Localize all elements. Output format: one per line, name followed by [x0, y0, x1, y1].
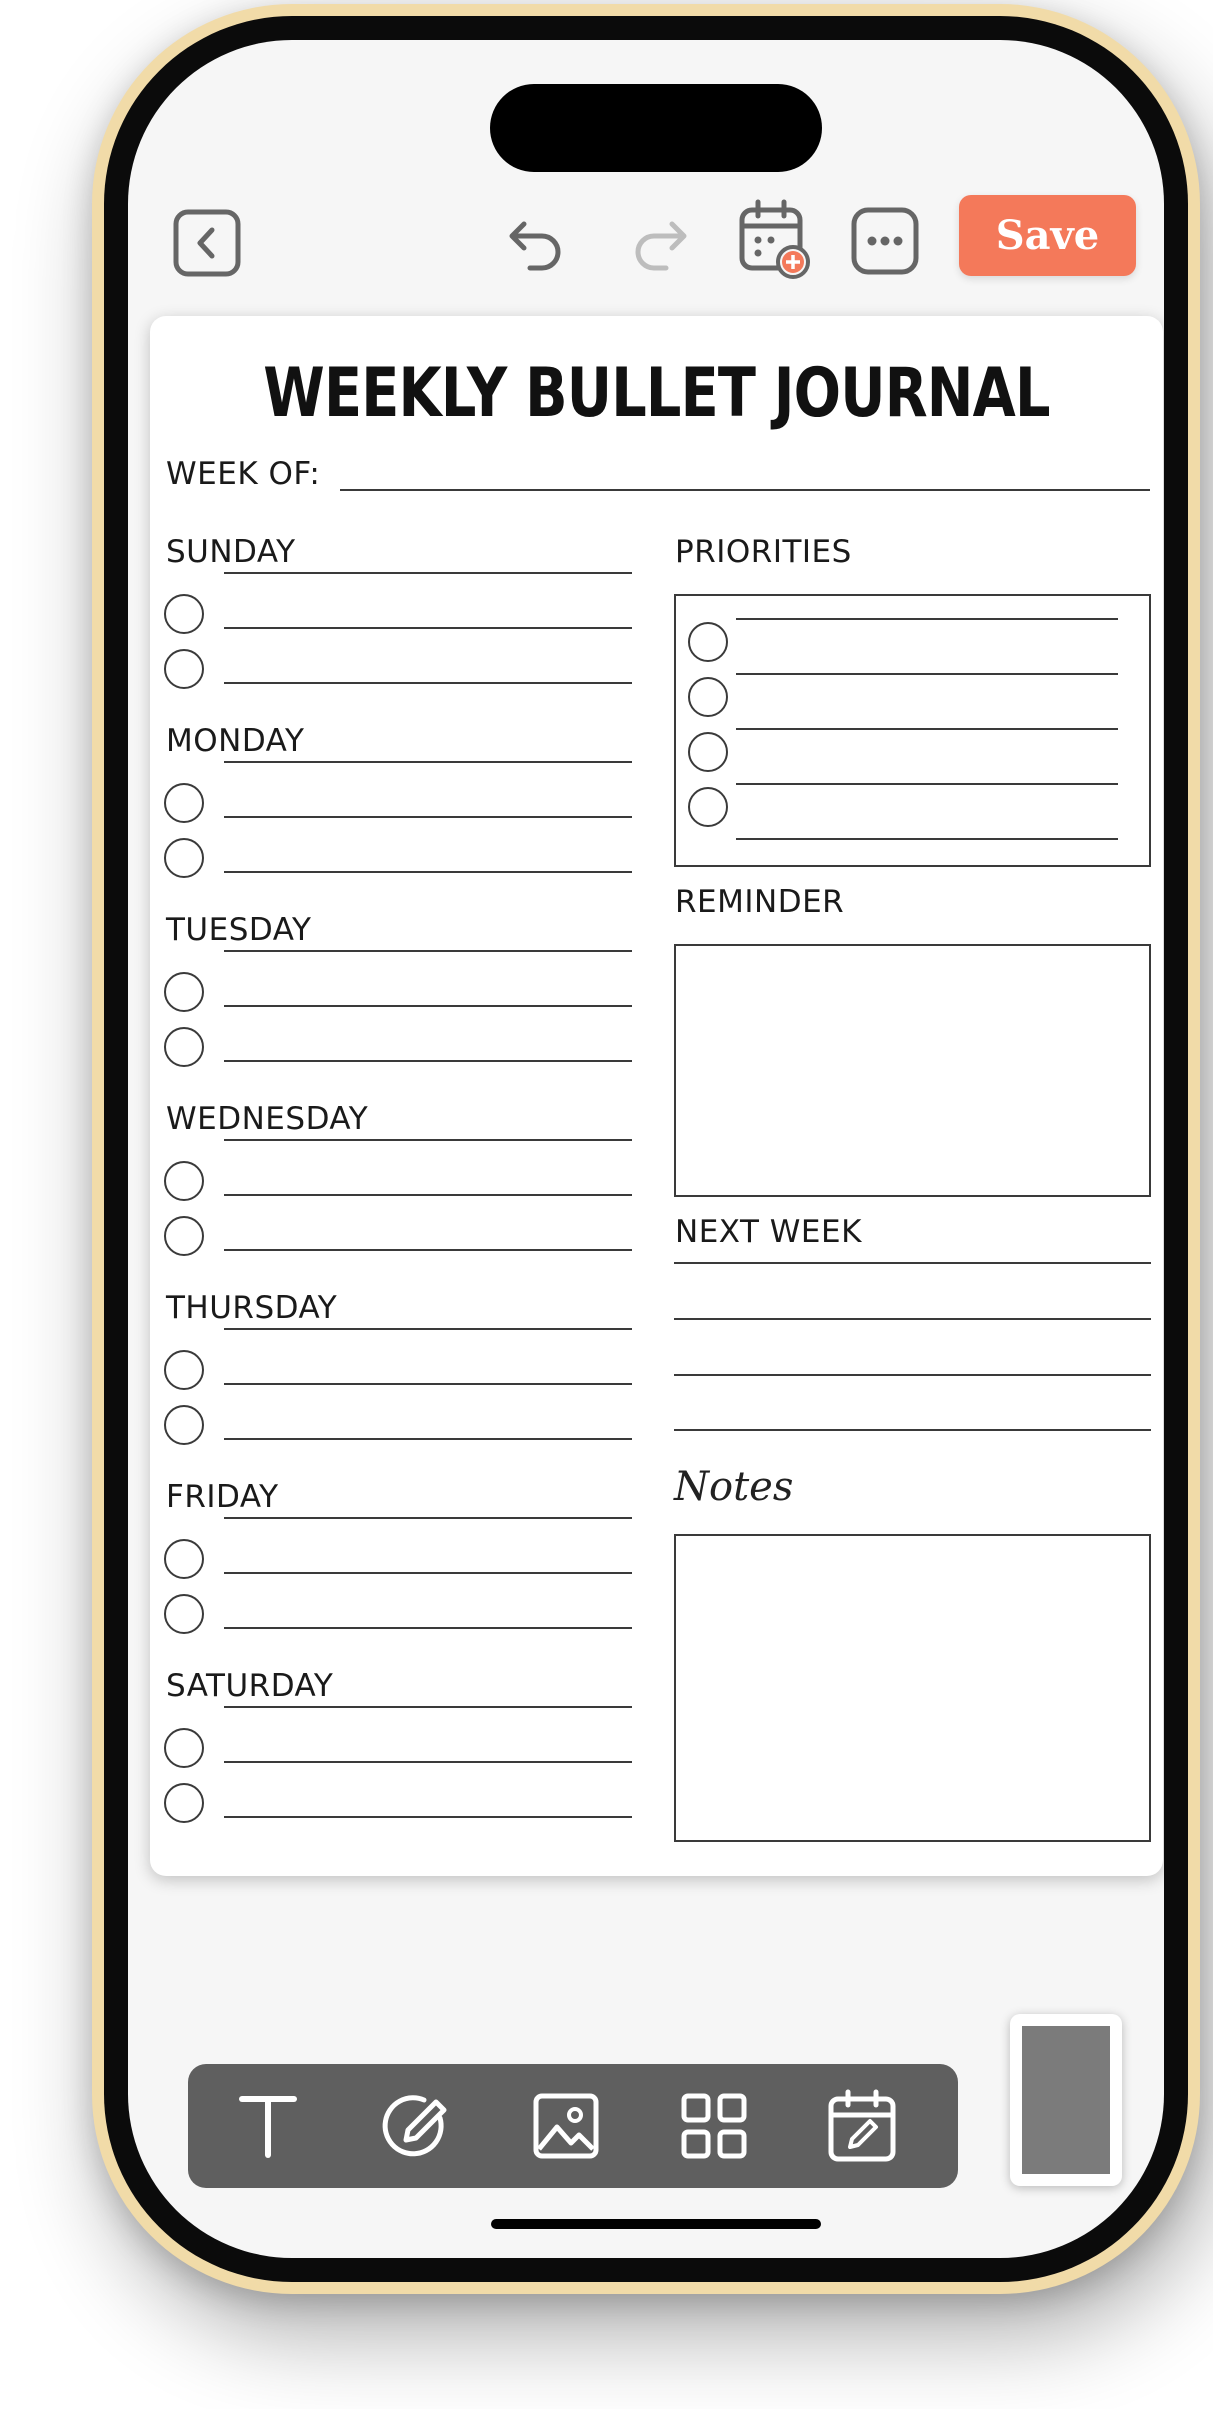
redo-button[interactable] — [624, 210, 694, 280]
notes-label: Notes — [674, 1464, 794, 1510]
layout-grid-icon — [679, 2091, 749, 2161]
reminder-label: REMINDER — [675, 884, 845, 920]
priority-checkbox[interactable] — [688, 787, 728, 827]
day-label-monday: MONDAY — [166, 723, 305, 759]
day-label-sunday: SUNDAY — [166, 534, 296, 570]
more-icon — [850, 206, 920, 276]
layout-grid-button[interactable] — [674, 2086, 754, 2166]
add-calendar-button[interactable] — [736, 198, 816, 282]
day-label-wednesday: WEDNESDAY — [166, 1101, 369, 1137]
draw-tool-icon — [380, 2090, 452, 2162]
next-week-line[interactable] — [674, 1429, 1151, 1431]
phone-bezel — [104, 16, 1188, 2282]
next-week-label: NEXT WEEK — [675, 1214, 862, 1250]
calendar-edit-icon — [826, 2089, 898, 2163]
reminder-box[interactable] — [674, 944, 1151, 1197]
day-label-thursday: THURSDAY — [166, 1290, 338, 1326]
day-task-line[interactable] — [224, 871, 632, 873]
draw-tool-button[interactable] — [376, 2086, 456, 2166]
journal-page[interactable] — [150, 316, 1163, 1876]
week-of-line[interactable] — [340, 489, 1150, 491]
task-checkbox[interactable] — [164, 972, 204, 1012]
day-label-friday: FRIDAY — [166, 1479, 279, 1515]
day-task-line[interactable] — [224, 1572, 632, 1574]
journal-title: WEEKLY BULLET JOURNAL — [263, 354, 1050, 433]
image-tool-icon — [531, 2091, 601, 2161]
priority-checkbox[interactable] — [688, 732, 728, 772]
day-task-line[interactable] — [224, 627, 632, 629]
image-tool-button[interactable] — [526, 2086, 606, 2166]
page-thumbnail[interactable] — [1010, 2014, 1122, 2186]
day-label-saturday: SATURDAY — [166, 1668, 334, 1704]
home-indicator[interactable] — [491, 2219, 821, 2229]
task-checkbox[interactable] — [164, 1594, 204, 1634]
day-task-line[interactable] — [224, 1194, 632, 1196]
day-task-line[interactable] — [224, 816, 632, 818]
day-task-line[interactable] — [224, 572, 632, 574]
day-task-line[interactable] — [224, 1517, 632, 1519]
task-checkbox[interactable] — [164, 1350, 204, 1390]
undo-button[interactable] — [502, 210, 572, 280]
next-week-line[interactable] — [674, 1262, 1151, 1264]
day-task-line[interactable] — [224, 1249, 632, 1251]
day-task-line[interactable] — [224, 1328, 632, 1330]
task-checkbox[interactable] — [164, 649, 204, 689]
day-label-tuesday: TUESDAY — [166, 912, 312, 948]
day-task-line[interactable] — [224, 682, 632, 684]
task-checkbox[interactable] — [164, 1783, 204, 1823]
task-checkbox[interactable] — [164, 1728, 204, 1768]
text-tool-icon — [236, 2091, 300, 2161]
text-tool-button[interactable] — [228, 2086, 308, 2166]
priority-checkbox[interactable] — [688, 622, 728, 662]
task-checkbox[interactable] — [164, 594, 204, 634]
task-checkbox[interactable] — [164, 1539, 204, 1579]
priority-checkbox[interactable] — [688, 677, 728, 717]
save-button[interactable]: Save — [959, 195, 1136, 276]
task-checkbox[interactable] — [164, 1216, 204, 1256]
phone-frame — [92, 4, 1200, 2294]
day-task-line[interactable] — [224, 1438, 632, 1440]
bottom-toolbar — [188, 2064, 958, 2188]
day-task-line[interactable] — [224, 950, 632, 952]
page-thumbnail-preview — [1022, 2026, 1110, 2174]
day-task-line[interactable] — [224, 1761, 632, 1763]
back-button[interactable] — [172, 208, 242, 278]
next-week-line[interactable] — [674, 1374, 1151, 1376]
task-checkbox[interactable] — [164, 783, 204, 823]
day-task-line[interactable] — [224, 1060, 632, 1062]
phone-screen — [128, 40, 1164, 2258]
more-button[interactable] — [850, 206, 920, 276]
priority-line[interactable] — [736, 618, 1118, 620]
back-icon — [172, 208, 242, 278]
priority-line[interactable] — [736, 673, 1118, 675]
day-task-line[interactable] — [224, 1005, 632, 1007]
calendar-edit-button[interactable] — [822, 2086, 902, 2166]
task-checkbox[interactable] — [164, 1027, 204, 1067]
day-task-line[interactable] — [224, 1816, 632, 1818]
priorities-box — [674, 594, 1151, 867]
undo-icon — [504, 212, 570, 278]
day-task-line[interactable] — [224, 1706, 632, 1708]
day-task-line[interactable] — [224, 1627, 632, 1629]
day-task-line[interactable] — [224, 761, 632, 763]
priorities-label: PRIORITIES — [675, 534, 852, 570]
task-checkbox[interactable] — [164, 838, 204, 878]
day-task-line[interactable] — [224, 1139, 632, 1141]
add-calendar-icon — [736, 198, 816, 282]
redo-icon — [626, 212, 692, 278]
week-of-label: WEEK OF: — [166, 456, 321, 492]
priority-line[interactable] — [736, 728, 1118, 730]
task-checkbox[interactable] — [164, 1161, 204, 1201]
day-task-line[interactable] — [224, 1383, 632, 1385]
dynamic-island — [490, 84, 822, 172]
priority-line[interactable] — [736, 838, 1118, 840]
notes-box[interactable] — [674, 1534, 1151, 1842]
task-checkbox[interactable] — [164, 1405, 204, 1445]
priority-line[interactable] — [736, 783, 1118, 785]
next-week-line[interactable] — [674, 1318, 1151, 1320]
